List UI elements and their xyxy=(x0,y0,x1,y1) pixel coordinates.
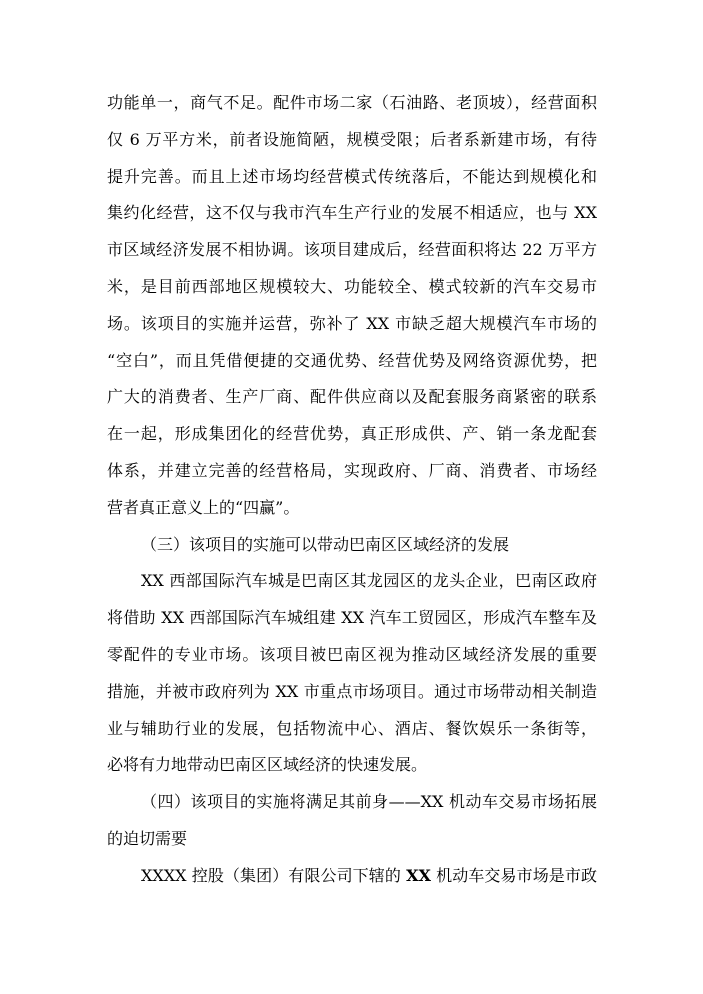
section-heading xyxy=(107,527,597,564)
text-line: 必将有力地带动巴南区区域经济的快速发展。 xyxy=(107,755,428,775)
text-line: 体系，并建立完善的经营格局，实现政府、厂商、消费者、市场经 xyxy=(107,460,597,480)
text-segment: XXXX 控股（集团）有限公司下辖的 xyxy=(141,865,407,885)
text-line: 集约化经营，这不仅与我市汽车生产行业的发展不相适应，也与 XX xyxy=(107,203,597,223)
text-line: 场。该项目的实施并运营，弥补了 XX 市缺乏超大规模汽车市场的 xyxy=(107,313,597,333)
text-line: 零配件的专业市场。该项目被巴南区视为推动区域经济发展的重要 xyxy=(107,644,597,664)
paragraph xyxy=(107,858,597,895)
text-line: “空白”，而且凭借便捷的交通优势、经营优势及网络资源优势，把 xyxy=(107,350,597,370)
section-heading-text: （四）该项目的实施将满足其前身——XX 机动车交易市场拓展 xyxy=(141,792,597,812)
text-line: 功能单一，商气不足。配件市场二家（石油路、老顶坡），经营面积 xyxy=(107,93,597,112)
text-line: 提升完善。而且上述市场均经营模式传统落后，不能达到规模化和 xyxy=(107,166,597,186)
text-line: 在一起，形成集团化的经营优势，真正形成供、产、销一条龙配套 xyxy=(107,424,597,444)
text-line: 营者真正意义上的“四赢”。 xyxy=(107,497,300,517)
text-line: 市区域经济发展不相协调。该项目建成后，经营面积将达 22 万平方 xyxy=(107,240,597,260)
text-segment: 机动车交易市场是市政 xyxy=(430,865,597,885)
document-page-body xyxy=(107,85,597,895)
section-heading-text: 的迫切需要 xyxy=(107,828,188,848)
text-line: XX 西部国际汽车城是巴南区其龙园区的龙头企业，巴南区政府 xyxy=(141,571,597,591)
text-line: 将借助 XX 西部国际汽车城组建 XX 汽车工贸园区，形成汽车整车及 xyxy=(107,608,597,628)
section-heading-text: （三）该项目的实施可以带动巴南区区域经济的发展 xyxy=(141,534,510,554)
bold-text-segment: XX xyxy=(406,865,431,885)
text-line: 仅 6 万平方米，前者设施简陋，规模受限；后者系新建市场，有待 xyxy=(107,129,597,149)
text-line: 广大的消费者、生产厂商、配件供应商以及配套服务商紧密的联系 xyxy=(107,387,597,407)
text-line xyxy=(107,858,597,895)
text-line: 措施，并被市政府列为 XX 市重点市场项目。通过市场带动相关制造 xyxy=(107,681,597,701)
text-line: 米，是目前西部地区规模较大、功能较全、模式较新的汽车交易市 xyxy=(107,276,597,296)
text-line: 业与辅助行业的发展，包括物流中心、酒店、餐饮娱乐一条街等， xyxy=(107,718,597,738)
paragraph xyxy=(107,85,597,527)
section-heading xyxy=(107,784,597,858)
paragraph xyxy=(107,563,597,784)
